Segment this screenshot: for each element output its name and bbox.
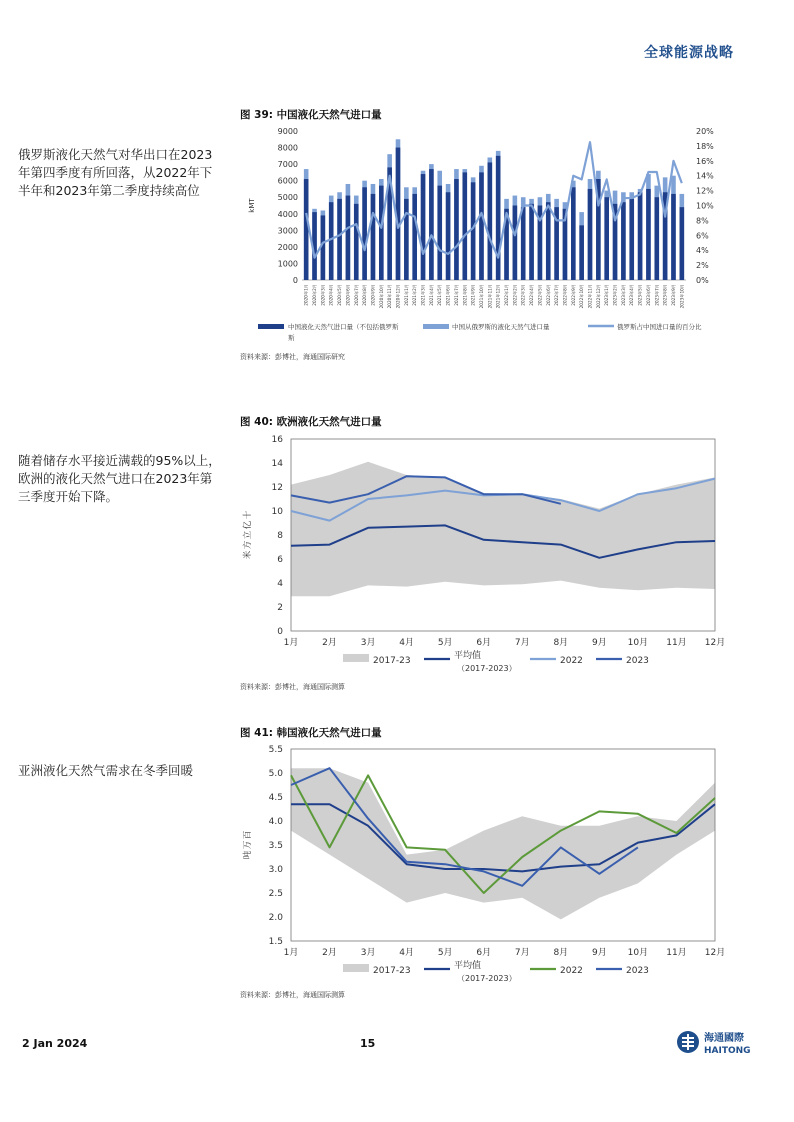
x-tick-label: 2022年6月 bbox=[545, 284, 551, 306]
legend-label-2023: 2023 bbox=[626, 656, 649, 666]
bar-imports-ex-russia bbox=[304, 179, 309, 280]
y2-tick-label: 0% bbox=[696, 276, 709, 285]
y-tick-label: 4 bbox=[277, 579, 283, 589]
bar-imports-ex-russia bbox=[488, 162, 493, 280]
bar-imports-ex-russia bbox=[671, 194, 676, 280]
y2-tick-label: 2% bbox=[696, 261, 709, 271]
x-tick-label: 11月 bbox=[666, 948, 687, 958]
x-tick-label: 2021年3月 bbox=[420, 284, 426, 306]
legend-label-band: 2017-23 bbox=[373, 656, 411, 666]
x-tick-label: 2023年2月 bbox=[612, 284, 618, 306]
x-tick-label: 2020年8月 bbox=[362, 284, 368, 306]
x-tick-label: 2020年2月 bbox=[312, 284, 318, 306]
x-tick-label: 2020年3月 bbox=[320, 284, 326, 306]
x-tick-label: 2021年8月 bbox=[462, 284, 468, 306]
x-tick-label: 11月 bbox=[666, 638, 687, 648]
bar-imports-ex-russia bbox=[646, 189, 651, 280]
x-tick-label: 2020年7月 bbox=[353, 284, 359, 306]
legend-swatch-band bbox=[343, 654, 369, 662]
x-tick-label: 2023年8月 bbox=[662, 284, 668, 306]
y-tick-label: 1000 bbox=[277, 259, 298, 269]
figure-39-source: 资料来源：彭博社，海通国际研究 bbox=[240, 353, 345, 361]
x-tick-label: 2023年7月 bbox=[654, 284, 660, 306]
bar-imports-ex-russia bbox=[454, 179, 459, 280]
y2-tick-label: 10% bbox=[696, 201, 714, 211]
x-tick-label: 7月 bbox=[514, 638, 530, 648]
bar-imports-ex-russia bbox=[680, 207, 685, 280]
y-tick-label: 12 bbox=[271, 483, 283, 493]
x-tick-label: 2021年5月 bbox=[437, 284, 443, 306]
x-tick-label: 2021年10月 bbox=[478, 284, 484, 309]
y-tick-label: 16 bbox=[271, 435, 283, 445]
legend-label-russia: 中国从俄罗斯的液化天然气进口量 bbox=[452, 323, 550, 331]
bar-imports-ex-russia bbox=[571, 187, 576, 280]
x-tick-label: 6月 bbox=[476, 948, 492, 958]
x-tick-label: 2022年4月 bbox=[529, 284, 535, 306]
bar-imports-ex-russia bbox=[471, 182, 476, 280]
bar-imports-ex-russia bbox=[362, 187, 367, 280]
x-tick-label: 7月 bbox=[514, 948, 530, 958]
legend-label-ex-russia-cont: 斯 bbox=[288, 334, 295, 342]
x-tick-label: 2021年11月 bbox=[487, 284, 493, 309]
y2-tick-label: 18% bbox=[696, 141, 714, 151]
chart-europe-lng-imports bbox=[240, 428, 740, 683]
x-tick-label: 2023年10月 bbox=[679, 284, 685, 309]
x-tick-label: 2023年3月 bbox=[620, 284, 626, 306]
y-tick-label: 6 bbox=[277, 555, 283, 565]
x-tick-label: 8月 bbox=[553, 948, 569, 958]
bar-imports-ex-russia bbox=[604, 197, 609, 280]
x-tick-label: 12月 bbox=[704, 638, 726, 648]
x-tick-label: 3月 bbox=[360, 948, 376, 958]
bar-imports-ex-russia bbox=[579, 225, 584, 280]
x-tick-label: 2022年11月 bbox=[587, 284, 593, 309]
x-tick-label: 5月 bbox=[437, 638, 453, 648]
section-text-asia: 亚洲液化天然气需求在冬季回暖 bbox=[18, 763, 194, 778]
bar-imports-ex-russia bbox=[404, 199, 409, 280]
svg-text:HAITONG: HAITONG bbox=[704, 1046, 751, 1056]
y-tick-label: 8000 bbox=[277, 143, 298, 153]
x-tick-label: 9月 bbox=[591, 948, 607, 958]
x-tick-label: 9月 bbox=[591, 638, 607, 648]
svg-text:海通國際: 海通國際 bbox=[704, 1033, 744, 1044]
x-tick-label: 2月 bbox=[322, 948, 337, 958]
y-tick-label: 4.0 bbox=[268, 817, 283, 827]
y-tick-label: 3.5 bbox=[268, 841, 283, 851]
x-tick-label: 2020年4月 bbox=[328, 284, 334, 306]
bar-imports-ex-russia bbox=[638, 192, 643, 280]
bar-imports-ex-russia bbox=[496, 156, 501, 280]
legend-swatch-russia bbox=[423, 324, 449, 329]
section-text-europe: 随着储存水平接近满载的95%以上，欧洲的液化天然气进口在2023年第三季度开始下降。 bbox=[18, 453, 221, 504]
y-tick-label: 2 bbox=[277, 603, 283, 613]
figure-39-title: 图 39: 中国液化天然气进口量 bbox=[240, 109, 382, 121]
x-tick-label: 2021年4月 bbox=[428, 284, 434, 306]
legend-label-ex-russia: 中国液化天然气进口量（不包括俄罗斯 bbox=[288, 323, 399, 331]
figure-41-source: 资料来源：彭博社，海通国际测算 bbox=[240, 991, 345, 999]
x-tick-label: 2022年1月 bbox=[504, 284, 510, 306]
bar-imports-ex-russia bbox=[412, 194, 417, 280]
legend-swatch-band bbox=[343, 964, 369, 972]
y-tick-label: 6000 bbox=[277, 176, 298, 186]
y-axis-label-char: 亿 bbox=[243, 520, 253, 530]
legend-label-average: 平均值 bbox=[454, 651, 482, 661]
x-tick-label: 12月 bbox=[704, 948, 726, 958]
y-tick-label: 9000 bbox=[277, 127, 298, 136]
legend-label-2022: 2022 bbox=[560, 656, 583, 666]
y-tick-label: 0 bbox=[277, 627, 283, 637]
y2-tick-label: 20% bbox=[696, 127, 714, 136]
bar-imports-ex-russia bbox=[346, 196, 351, 280]
legend-label-average-period: （2017-2023） bbox=[457, 664, 517, 673]
x-tick-label: 2023年1月 bbox=[604, 284, 610, 306]
bar-imports-ex-russia bbox=[621, 202, 626, 280]
legend-label-band: 2017-23 bbox=[373, 966, 411, 976]
bar-imports-ex-russia bbox=[421, 174, 426, 280]
x-tick-label: 2022年5月 bbox=[537, 284, 543, 306]
x-tick-label: 10月 bbox=[627, 948, 649, 958]
bar-imports-ex-russia bbox=[521, 207, 526, 280]
x-tick-label: 2022年7月 bbox=[554, 284, 560, 306]
y-axis-label: kMT bbox=[248, 198, 256, 213]
y-axis-label-char: 十 bbox=[243, 510, 253, 520]
x-tick-label: 1月 bbox=[283, 948, 299, 958]
bar-imports-ex-russia bbox=[629, 199, 634, 280]
x-tick-label: 3月 bbox=[360, 638, 376, 648]
legend-label-2022: 2022 bbox=[560, 966, 583, 976]
bar-imports-ex-russia bbox=[437, 186, 442, 280]
bar-imports-ex-russia bbox=[379, 186, 384, 280]
y-axis-label-char: 方 bbox=[243, 540, 253, 550]
legend-label-average-period: （2017-2023） bbox=[457, 974, 517, 983]
x-tick-label: 2月 bbox=[322, 638, 337, 648]
chart-korea-lng-imports bbox=[240, 738, 740, 993]
legend-label-share: 俄罗斯占中国进口量的百分比 bbox=[617, 323, 702, 331]
x-tick-label: 2020年5月 bbox=[337, 284, 343, 306]
figure-40-title: 图 40: 欧洲液化天然气进口量 bbox=[240, 416, 382, 428]
x-tick-label: 2021年9月 bbox=[470, 284, 476, 306]
y-tick-label: 5.0 bbox=[268, 769, 283, 779]
bar-imports-ex-russia bbox=[529, 204, 534, 280]
x-tick-label: 2022年2月 bbox=[512, 284, 518, 306]
y2-tick-label: 12% bbox=[696, 186, 714, 196]
y-tick-label: 8 bbox=[277, 531, 283, 541]
y-tick-label: 2.0 bbox=[268, 913, 283, 923]
y-tick-label: 2.5 bbox=[268, 889, 283, 899]
y-tick-label: 1.5 bbox=[268, 937, 283, 947]
x-tick-label: 2020年1月 bbox=[303, 284, 309, 306]
bar-imports-ex-russia bbox=[479, 172, 484, 280]
x-tick-label: 2020年9月 bbox=[370, 284, 376, 306]
x-tick-label: 2020年6月 bbox=[345, 284, 351, 306]
y-tick-label: 3000 bbox=[277, 226, 298, 236]
bar-imports-ex-russia bbox=[429, 169, 434, 280]
y2-tick-label: 8% bbox=[696, 216, 709, 226]
x-tick-label: 2021年2月 bbox=[412, 284, 418, 306]
bar-imports-ex-russia bbox=[513, 206, 518, 281]
y-axis-label-char: 吨 bbox=[243, 850, 253, 860]
bar-imports-ex-russia bbox=[371, 194, 376, 280]
bar-imports-ex-russia bbox=[329, 202, 334, 280]
x-tick-label: 2021年12月 bbox=[495, 284, 501, 309]
y-axis-label-char: 万 bbox=[243, 840, 253, 850]
x-tick-label: 4月 bbox=[399, 638, 415, 648]
y-tick-label: 5000 bbox=[277, 193, 298, 203]
x-tick-label: 2022年12月 bbox=[595, 284, 601, 309]
y-tick-label: 2000 bbox=[277, 242, 298, 252]
report-header-title: 全球能源战略 bbox=[644, 45, 734, 61]
section-text-russia-china: 俄罗斯液化天然气对华出口在2023年第四季度有所回落，从2022年下半年和2023年第二季度持续高位 bbox=[18, 147, 213, 198]
y2-tick-label: 4% bbox=[696, 246, 709, 256]
x-tick-label: 2020年12月 bbox=[395, 284, 401, 309]
bar-imports-ex-russia bbox=[654, 197, 659, 280]
x-tick-label: 2020年10月 bbox=[378, 284, 384, 309]
band-range-2017-23 bbox=[291, 462, 715, 596]
x-tick-label: 2023年9月 bbox=[670, 284, 676, 306]
y-tick-label: 3.0 bbox=[268, 865, 283, 875]
footer-page-number: 15 bbox=[360, 1037, 376, 1050]
x-tick-label: 6月 bbox=[476, 638, 492, 648]
x-tick-label: 2023年4月 bbox=[629, 284, 635, 306]
x-tick-label: 8月 bbox=[553, 638, 569, 648]
figure-40-source: 资料来源：彭博社，海通国际测算 bbox=[240, 683, 345, 691]
x-tick-label: 2021年6月 bbox=[445, 284, 451, 306]
y2-tick-label: 14% bbox=[696, 171, 714, 181]
x-tick-label: 4月 bbox=[399, 948, 415, 958]
x-tick-label: 2020年11月 bbox=[387, 284, 393, 309]
legend-label-average: 平均值 bbox=[454, 961, 482, 971]
y-tick-label: 14 bbox=[271, 459, 283, 469]
footer-date: 2 Jan 2024 bbox=[22, 1037, 88, 1050]
band-range-2017-23 bbox=[291, 768, 715, 919]
x-tick-label: 2022年10月 bbox=[579, 284, 585, 309]
bar-imports-ex-russia bbox=[446, 192, 451, 280]
y2-tick-label: 16% bbox=[696, 156, 714, 166]
chart-china-lng-imports bbox=[240, 122, 740, 352]
x-tick-label: 1月 bbox=[283, 638, 299, 648]
bar-imports-ex-russia bbox=[354, 204, 359, 280]
y-axis-label-char: 百 bbox=[243, 830, 253, 840]
y-tick-label: 4.5 bbox=[268, 793, 283, 803]
y-tick-label: 5.5 bbox=[268, 745, 283, 755]
y-axis-label-char: 米 bbox=[243, 550, 253, 560]
y-axis-label-char: 立 bbox=[243, 530, 253, 540]
bar-imports-ex-russia bbox=[337, 199, 342, 280]
bar-imports-ex-russia bbox=[588, 189, 593, 280]
x-tick-label: 2023年6月 bbox=[645, 284, 651, 306]
x-tick-label: 2023年5月 bbox=[637, 284, 643, 306]
x-tick-label: 2022年8月 bbox=[562, 284, 568, 306]
y-tick-label: 7000 bbox=[277, 160, 298, 170]
x-tick-label: 2021年7月 bbox=[453, 284, 459, 306]
y2-tick-label: 6% bbox=[696, 231, 709, 241]
x-tick-label: 5月 bbox=[437, 948, 453, 958]
y-tick-label: 4000 bbox=[277, 209, 298, 219]
x-tick-label: 10月 bbox=[627, 638, 649, 648]
bar-imports-ex-russia bbox=[462, 172, 467, 280]
y-tick-label: 0 bbox=[292, 276, 298, 285]
legend-swatch-ex-russia bbox=[258, 324, 284, 329]
figure-41-title: 图 41: 韩国液化天然气进口量 bbox=[240, 727, 382, 739]
x-tick-label: 2022年3月 bbox=[520, 284, 526, 306]
x-tick-label: 2022年9月 bbox=[570, 284, 576, 306]
y-tick-label: 10 bbox=[271, 507, 283, 517]
haitong-logo bbox=[676, 1028, 766, 1058]
x-tick-label: 2021年1月 bbox=[403, 284, 409, 306]
bar-imports-ex-russia bbox=[546, 202, 551, 280]
legend-label-2023: 2023 bbox=[626, 966, 649, 976]
